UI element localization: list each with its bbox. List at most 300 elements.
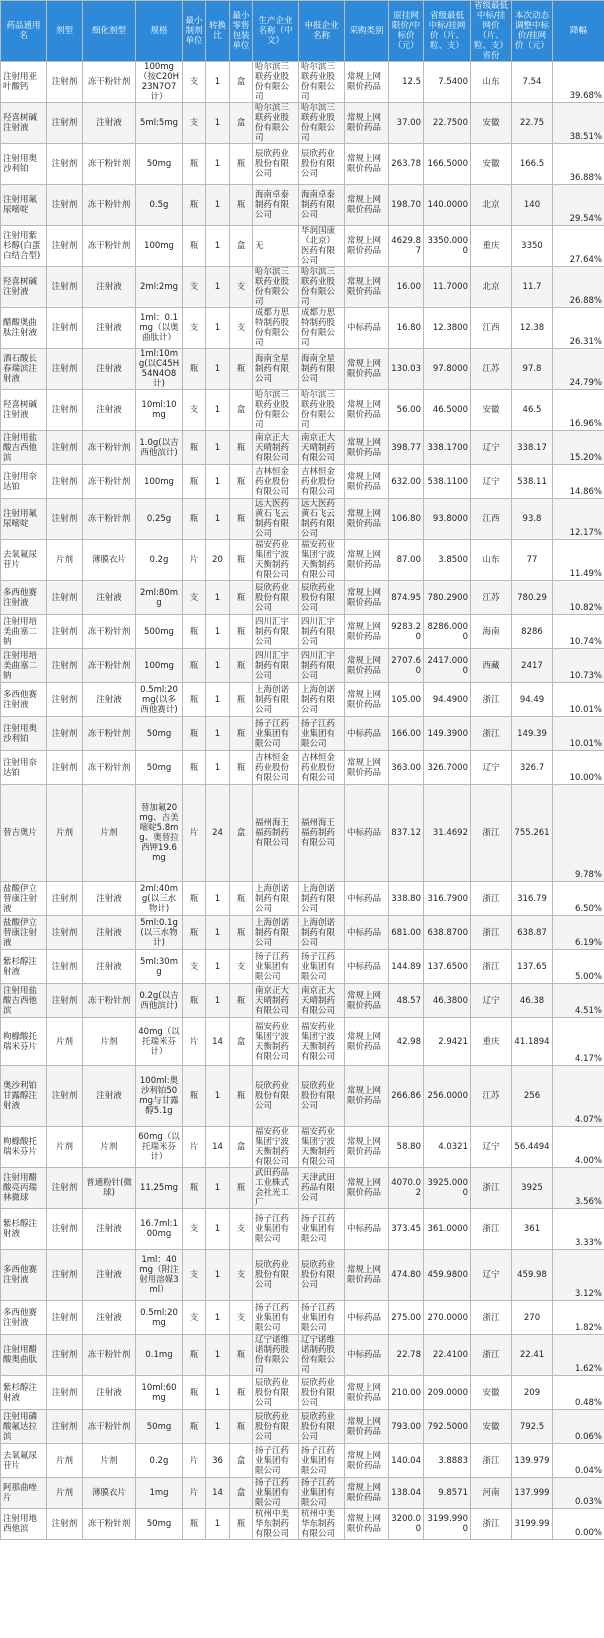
- purchase-category-cell: 常规上网限价药品: [345, 683, 389, 717]
- drop-rate-cell: 9.78%: [553, 785, 604, 882]
- manufacturer-cell: 福安药业集团宁波天衡制药有限公司: [253, 540, 299, 581]
- table-row: [1, 950, 604, 984]
- drug-name-cell: 注射用奈达铂: [1, 465, 47, 499]
- table-row: [1, 308, 604, 349]
- table-row: [1, 465, 604, 499]
- package-unit-cell: 瓶: [230, 984, 253, 1018]
- province-cell: 安徽: [471, 103, 512, 144]
- manufacturer-cell: 福安药业集团宁波天衡制药有限公司: [253, 1018, 299, 1066]
- provincial-min-price-cell: 338.1700: [424, 431, 471, 465]
- specification-cell: 0.25g: [136, 499, 183, 540]
- original-price-cell: 363.00: [389, 751, 424, 785]
- manufacturer-cell: 海南卓泰制药有限公司: [253, 185, 299, 226]
- new-price-cell: 46.5: [512, 390, 553, 431]
- conversion-ratio-cell: 1: [206, 349, 230, 390]
- original-price-cell: 16.00: [389, 267, 424, 308]
- purchase-category-cell: 中标药品: [345, 882, 389, 916]
- specification-cell: 100mg（按C20H23N7O7计）: [136, 62, 183, 103]
- drop-rate-cell: 1.82%: [553, 1301, 604, 1335]
- original-price-cell: 632.00: [389, 465, 424, 499]
- dosage-form-cell: 注射剂: [47, 1335, 83, 1376]
- purchase-category-cell: 常规上网限价药品: [345, 1250, 389, 1301]
- original-price-cell: 474.80: [389, 1250, 424, 1301]
- table-row: [1, 226, 604, 267]
- specification-cell: 2ml:2mg: [136, 267, 183, 308]
- dosage-form-detail-cell: 冻干粉针剂: [83, 431, 136, 465]
- provincial-min-price-cell: 149.3900: [424, 717, 471, 751]
- package-unit-cell: 瓶: [230, 649, 253, 683]
- table-row: [1, 1478, 604, 1509]
- min-unit-cell: 片: [183, 785, 206, 882]
- drug-name-cell: 阿那曲唑片: [1, 1478, 47, 1509]
- drug-name-cell: 去氧氟尿苷片: [1, 540, 47, 581]
- new-price-cell: 3199.99: [512, 1509, 553, 1540]
- manufacturer-cell: 武田药品工业株式会社光工厂: [253, 1168, 299, 1209]
- purchase-category-cell: 常规上网限价药品: [345, 984, 389, 1018]
- specification-cell: 100mg: [136, 226, 183, 267]
- purchase-category-cell: 常规上网限价药品: [345, 649, 389, 683]
- provincial-min-price-cell: 4.0321: [424, 1127, 471, 1168]
- min-unit-cell: 瓶: [183, 185, 206, 226]
- table-row: [1, 349, 604, 390]
- province-cell: 浙江: [471, 717, 512, 751]
- provincial-min-price-cell: 97.8000: [424, 349, 471, 390]
- purchase-category-cell: 中标药品: [345, 1335, 389, 1376]
- provincial-min-price-cell: 9.8571: [424, 1478, 471, 1509]
- applicant-cell: 南京正大天晴制药有限公司: [299, 431, 345, 465]
- dosage-form-detail-cell: 注射液: [83, 103, 136, 144]
- min-unit-cell: 瓶: [183, 751, 206, 785]
- package-unit-cell: 瓶: [230, 540, 253, 581]
- conversion-ratio-cell: 1: [206, 1509, 230, 1540]
- original-price-cell: 266.86: [389, 1066, 424, 1127]
- applicant-cell: 远大医药黄石飞云制药有限公司: [299, 499, 345, 540]
- table-row: [1, 984, 604, 1018]
- drop-rate-cell: 38.51%: [553, 103, 604, 144]
- province-cell: 浙江: [471, 683, 512, 717]
- original-price-cell: 56.00: [389, 390, 424, 431]
- package-unit-cell: 瓶: [230, 1376, 253, 1410]
- min-unit-cell: 瓶: [183, 1168, 206, 1209]
- drop-rate-cell: 10.74%: [553, 615, 604, 649]
- province-cell: 江苏: [471, 1066, 512, 1127]
- dosage-form-detail-cell: 薄膜衣片: [83, 1478, 136, 1509]
- min-unit-cell: 瓶: [183, 683, 206, 717]
- package-unit-cell: 瓶: [230, 1410, 253, 1444]
- package-unit-cell: 支: [230, 1209, 253, 1250]
- conversion-ratio-cell: 1: [206, 1066, 230, 1127]
- min-unit-cell: 瓶: [183, 984, 206, 1018]
- new-price-cell: 256: [512, 1066, 553, 1127]
- manufacturer-cell: 扬子江药业集团有限公司: [253, 1301, 299, 1335]
- min-unit-cell: 片: [183, 1478, 206, 1509]
- dosage-form-detail-cell: 注射液: [83, 581, 136, 615]
- specification-cell: 100mg: [136, 465, 183, 499]
- province-cell: 辽宁: [471, 1250, 512, 1301]
- original-price-cell: 37.00: [389, 103, 424, 144]
- min-unit-cell: 瓶: [183, 916, 206, 950]
- table-row: [1, 717, 604, 751]
- applicant-cell: 辽宁诺维诺制药股份有限公司: [299, 1335, 345, 1376]
- applicant-cell: 杭州中美华东制药有限公司: [299, 1509, 345, 1540]
- table-row: [1, 1410, 604, 1444]
- drop-rate-cell: 15.20%: [553, 431, 604, 465]
- dosage-form-cell: 注射剂: [47, 62, 83, 103]
- applicant-cell: 辰欣药业股份有限公司: [299, 1410, 345, 1444]
- province-cell: 北京: [471, 267, 512, 308]
- package-unit-cell: 瓶: [230, 185, 253, 226]
- dosage-form-detail-cell: 冻干粉针剂: [83, 615, 136, 649]
- dosage-form-detail-cell: 冻干粉针剂: [83, 185, 136, 226]
- purchase-category-cell: 常规上网限价药品: [345, 431, 389, 465]
- province-cell: 浙江: [471, 1335, 512, 1376]
- dosage-form-cell: 片剂: [47, 540, 83, 581]
- original-price-cell: 106.80: [389, 499, 424, 540]
- new-price-cell: 137.999: [512, 1478, 553, 1509]
- min-unit-cell: 片: [183, 1444, 206, 1478]
- new-price-cell: 7.54: [512, 62, 553, 103]
- dosage-form-detail-cell: 注射液: [83, 390, 136, 431]
- provincial-min-price-cell: 316.7900: [424, 882, 471, 916]
- table-row: [1, 1018, 604, 1066]
- drop-rate-cell: 39.68%: [553, 62, 604, 103]
- table-row: [1, 431, 604, 465]
- applicant-cell: 扬子江药业集团有限公司: [299, 1478, 345, 1509]
- applicant-cell: 上海创诺制药有限公司: [299, 683, 345, 717]
- min-unit-cell: 支: [183, 390, 206, 431]
- purchase-category-cell: 中标药品: [345, 1301, 389, 1335]
- dosage-form-detail-cell: 冻干粉针剂: [83, 1335, 136, 1376]
- package-unit-cell: 瓶: [230, 1168, 253, 1209]
- drug-name-cell: 多西他赛注射液: [1, 581, 47, 615]
- original-price-cell: 48.57: [389, 984, 424, 1018]
- province-cell: 辽宁: [471, 465, 512, 499]
- table-row: [1, 499, 604, 540]
- specification-cell: 50mg: [136, 1410, 183, 1444]
- dosage-form-cell: 注射剂: [47, 1301, 83, 1335]
- provincial-min-price-cell: 8286.0000: [424, 615, 471, 649]
- provincial-min-price-cell: 11.7000: [424, 267, 471, 308]
- manufacturer-cell: 海南全星制药有限公司: [253, 349, 299, 390]
- dosage-form-cell: 注射剂: [47, 649, 83, 683]
- specification-cell: 50mg: [136, 717, 183, 751]
- provincial-min-price-cell: 270.0000: [424, 1301, 471, 1335]
- new-price-cell: 11.7: [512, 267, 553, 308]
- conversion-ratio-cell: 1: [206, 649, 230, 683]
- province-cell: 辽宁: [471, 1127, 512, 1168]
- package-unit-cell: 盒: [230, 1018, 253, 1066]
- table-row: [1, 185, 604, 226]
- dosage-form-cell: 注射剂: [47, 882, 83, 916]
- conversion-ratio-cell: 1: [206, 615, 230, 649]
- province-cell: 浙江: [471, 1168, 512, 1209]
- drug-name-cell: 紫杉醇注射液: [1, 1376, 47, 1410]
- column-header: 省级最低中标/挂网价（片、粒、支）省份: [471, 1, 512, 62]
- table-row: [1, 1209, 604, 1250]
- manufacturer-cell: 吉林恒金药业股份有限公司: [253, 465, 299, 499]
- provincial-min-price-cell: 22.7500: [424, 103, 471, 144]
- original-price-cell: 338.80: [389, 882, 424, 916]
- drug-name-cell: 注射用氟尿嘧啶: [1, 185, 47, 226]
- dosage-form-cell: 片剂: [47, 1127, 83, 1168]
- original-price-cell: 275.00: [389, 1301, 424, 1335]
- province-cell: 辽宁: [471, 984, 512, 1018]
- drop-rate-cell: 4.00%: [553, 1127, 604, 1168]
- dosage-form-cell: 注射剂: [47, 1376, 83, 1410]
- provincial-min-price-cell: 361.0000: [424, 1209, 471, 1250]
- province-cell: 浙江: [471, 1209, 512, 1250]
- dosage-form-cell: 注射剂: [47, 499, 83, 540]
- purchase-category-cell: 常规上网限价药品: [345, 751, 389, 785]
- applicant-cell: 福安药业集团宁波天衡制药有限公司: [299, 540, 345, 581]
- dosage-form-detail-cell: 注射液: [83, 950, 136, 984]
- min-unit-cell: 支: [183, 1301, 206, 1335]
- purchase-category-cell: 常规上网限价药品: [345, 499, 389, 540]
- specification-cell: 60mg（以托瑞米芬计）: [136, 1127, 183, 1168]
- provincial-min-price-cell: 3199.9900: [424, 1509, 471, 1540]
- conversion-ratio-cell: 1: [206, 1250, 230, 1301]
- provincial-min-price-cell: 638.8700: [424, 916, 471, 950]
- min-unit-cell: 瓶: [183, 349, 206, 390]
- province-cell: 江苏: [471, 349, 512, 390]
- dosage-form-detail-cell: 注射液: [83, 308, 136, 349]
- drug-name-cell: 注射用氟尿嘧啶: [1, 499, 47, 540]
- min-unit-cell: 支: [183, 308, 206, 349]
- provincial-min-price-cell: 46.3800: [424, 984, 471, 1018]
- min-unit-cell: 支: [183, 1250, 206, 1301]
- drop-rate-cell: 4.07%: [553, 1066, 604, 1127]
- min-unit-cell: 瓶: [183, 1335, 206, 1376]
- table-row: [1, 785, 604, 882]
- purchase-category-cell: 常规上网限价药品: [345, 349, 389, 390]
- conversion-ratio-cell: 14: [206, 1018, 230, 1066]
- column-header: 药品通用名: [1, 1, 47, 62]
- dosage-form-cell: 注射剂: [47, 267, 83, 308]
- manufacturer-cell: 上海创诺制药有限公司: [253, 882, 299, 916]
- provincial-min-price-cell: 326.7000: [424, 751, 471, 785]
- table-row: [1, 649, 604, 683]
- drop-rate-cell: 6.19%: [553, 916, 604, 950]
- specification-cell: 0.5ml:20mg: [136, 1301, 183, 1335]
- package-unit-cell: 瓶: [230, 615, 253, 649]
- package-unit-cell: 盒: [230, 390, 253, 431]
- manufacturer-cell: 哈尔滨三联药业股份有限公司: [253, 390, 299, 431]
- dosage-form-cell: 注射剂: [47, 1250, 83, 1301]
- original-price-cell: 22.78: [389, 1335, 424, 1376]
- dosage-form-detail-cell: 冻干粉针剂: [83, 226, 136, 267]
- dosage-form-cell: 注射剂: [47, 950, 83, 984]
- package-unit-cell: 瓶: [230, 882, 253, 916]
- drop-rate-cell: 0.03%: [553, 1478, 604, 1509]
- dosage-form-detail-cell: 片剂: [83, 785, 136, 882]
- purchase-category-cell: 常规上网限价药品: [345, 540, 389, 581]
- min-unit-cell: 支: [183, 103, 206, 144]
- province-cell: 山东: [471, 540, 512, 581]
- province-cell: 浙江: [471, 1301, 512, 1335]
- manufacturer-cell: 扬子江药业集团有限公司: [253, 1209, 299, 1250]
- applicant-cell: 辰欣药业股份有限公司: [299, 1250, 345, 1301]
- table-row: [1, 751, 604, 785]
- original-price-cell: 681.00: [389, 916, 424, 950]
- provincial-min-price-cell: 3925.0000: [424, 1168, 471, 1209]
- provincial-min-price-cell: 3350.0000: [424, 226, 471, 267]
- original-price-cell: 138.04: [389, 1478, 424, 1509]
- dosage-form-detail-cell: 冻干粉针剂: [83, 717, 136, 751]
- drug-name-cell: 注射用培美曲塞二钠: [1, 649, 47, 683]
- provincial-min-price-cell: 46.5000: [424, 390, 471, 431]
- table-row: [1, 144, 604, 185]
- conversion-ratio-cell: 1: [206, 62, 230, 103]
- new-price-cell: 41.1894: [512, 1018, 553, 1066]
- province-cell: 海南: [471, 615, 512, 649]
- original-price-cell: 4629.87: [389, 226, 424, 267]
- new-price-cell: 22.75: [512, 103, 553, 144]
- manufacturer-cell: 吉林恒金药业股份有限公司: [253, 751, 299, 785]
- purchase-category-cell: 常规上网限价药品: [345, 185, 389, 226]
- dosage-form-cell: 注射剂: [47, 581, 83, 615]
- package-unit-cell: 瓶: [230, 751, 253, 785]
- dosage-form-cell: 片剂: [47, 785, 83, 882]
- applicant-cell: 海南卓泰制药有限公司: [299, 185, 345, 226]
- specification-cell: 0.1mg: [136, 1335, 183, 1376]
- new-price-cell: 459.98: [512, 1250, 553, 1301]
- drop-rate-cell: 6.50%: [553, 882, 604, 916]
- drop-rate-cell: 11.49%: [553, 540, 604, 581]
- purchase-category-cell: 中标药品: [345, 785, 389, 882]
- applicant-cell: 四川汇宇制药有限公司: [299, 649, 345, 683]
- manufacturer-cell: 辰欣药业股份有限公司: [253, 1066, 299, 1127]
- manufacturer-cell: 哈尔滨三联药业股份有限公司: [253, 103, 299, 144]
- column-header: 采购类别: [345, 1, 389, 62]
- conversion-ratio-cell: 1: [206, 185, 230, 226]
- min-unit-cell: 瓶: [183, 1376, 206, 1410]
- new-price-cell: 93.8: [512, 499, 553, 540]
- purchase-category-cell: 常规上网限价药品: [345, 1444, 389, 1478]
- original-price-cell: 874.95: [389, 581, 424, 615]
- applicant-cell: 扬子江药业集团有限公司: [299, 950, 345, 984]
- drug-name-cell: 注射用培美曲塞二钠: [1, 615, 47, 649]
- province-cell: 江西: [471, 308, 512, 349]
- dosage-form-cell: 注射剂: [47, 984, 83, 1018]
- drug-name-cell: 注射用亚叶酸钙: [1, 62, 47, 103]
- package-unit-cell: 瓶: [230, 916, 253, 950]
- manufacturer-cell: 杭州中美华东制药有限公司: [253, 1509, 299, 1540]
- new-price-cell: 137.65: [512, 950, 553, 984]
- drug-name-cell: 紫杉醇注射液: [1, 950, 47, 984]
- min-unit-cell: 瓶: [183, 615, 206, 649]
- min-unit-cell: 瓶: [183, 499, 206, 540]
- applicant-cell: 辰欣药业股份有限公司: [299, 1376, 345, 1410]
- purchase-category-cell: 常规上网限价药品: [345, 581, 389, 615]
- min-unit-cell: 片: [183, 540, 206, 581]
- specification-cell: 100mg: [136, 649, 183, 683]
- conversion-ratio-cell: 1: [206, 226, 230, 267]
- specification-cell: 0.5g: [136, 185, 183, 226]
- table-row: [1, 1250, 604, 1301]
- specification-cell: 2ml:80mg: [136, 581, 183, 615]
- min-unit-cell: 支: [183, 581, 206, 615]
- specification-cell: 1ml:10mg(以C45H54N4O8计): [136, 349, 183, 390]
- drop-rate-cell: 26.88%: [553, 267, 604, 308]
- table-row: [1, 1066, 604, 1127]
- specification-cell: 10ml:60mg: [136, 1376, 183, 1410]
- original-price-cell: 42.98: [389, 1018, 424, 1066]
- manufacturer-cell: 哈尔滨三联药业股份有限公司: [253, 62, 299, 103]
- new-price-cell: 8286: [512, 615, 553, 649]
- specification-cell: 1ml：40mg（附注射用溶媒3ml）: [136, 1250, 183, 1301]
- conversion-ratio-cell: 1: [206, 683, 230, 717]
- package-unit-cell: 瓶: [230, 349, 253, 390]
- conversion-ratio-cell: 1: [206, 1376, 230, 1410]
- dosage-form-detail-cell: 注射液: [83, 1301, 136, 1335]
- specification-cell: 50mg: [136, 751, 183, 785]
- new-price-cell: 361: [512, 1209, 553, 1250]
- drug-name-cell: 枸橼酸托瑞米芬片: [1, 1127, 47, 1168]
- original-price-cell: 793.00: [389, 1410, 424, 1444]
- provincial-min-price-cell: 12.3800: [424, 308, 471, 349]
- purchase-category-cell: 常规上网限价药品: [345, 1478, 389, 1509]
- package-unit-cell: 盒: [230, 226, 253, 267]
- new-price-cell: 166.5: [512, 144, 553, 185]
- table-row: [1, 916, 604, 950]
- original-price-cell: 4070.02: [389, 1168, 424, 1209]
- column-header: 生产企业名称（中文）: [253, 1, 299, 62]
- province-cell: 浙江: [471, 785, 512, 882]
- min-unit-cell: 瓶: [183, 431, 206, 465]
- new-price-cell: 792.5: [512, 1410, 553, 1444]
- purchase-category-cell: 中标药品: [345, 1209, 389, 1250]
- purchase-category-cell: 常规上网限价药品: [345, 226, 389, 267]
- original-price-cell: 166.00: [389, 717, 424, 751]
- applicant-cell: 南京正大天晴制药有限公司: [299, 984, 345, 1018]
- new-price-cell: 2417: [512, 649, 553, 683]
- manufacturer-cell: 福安药业集团宁波天衡制药有限公司: [253, 1127, 299, 1168]
- provincial-min-price-cell: 780.2900: [424, 581, 471, 615]
- manufacturer-cell: 辽宁诺维诺制药股份有限公司: [253, 1335, 299, 1376]
- manufacturer-cell: 辰欣药业股份有限公司: [253, 581, 299, 615]
- dosage-form-cell: 片剂: [47, 1018, 83, 1066]
- manufacturer-cell: 辰欣药业股份有限公司: [253, 1376, 299, 1410]
- manufacturer-cell: 上海创诺制药有限公司: [253, 683, 299, 717]
- min-unit-cell: 瓶: [183, 1066, 206, 1127]
- applicant-cell: 扬子江药业集团有限公司: [299, 1301, 345, 1335]
- table-row: [1, 62, 604, 103]
- purchase-category-cell: 常规上网限价药品: [345, 390, 389, 431]
- column-header: 原挂网限价/中标价（元）: [389, 1, 424, 62]
- package-unit-cell: 支: [230, 1301, 253, 1335]
- dosage-form-cell: 注射剂: [47, 349, 83, 390]
- provincial-min-price-cell: 538.1100: [424, 465, 471, 499]
- applicant-cell: 辰欣药业股份有限公司: [299, 1066, 345, 1127]
- package-unit-cell: 瓶: [230, 1066, 253, 1127]
- province-cell: 安徽: [471, 144, 512, 185]
- manufacturer-cell: 远大医药黄石飞云制药有限公司: [253, 499, 299, 540]
- applicant-cell: 哈尔滨三联药业股份有限公司: [299, 103, 345, 144]
- new-price-cell: 46.38: [512, 984, 553, 1018]
- specification-cell: 40mg（以托瑞米芬计）: [136, 1018, 183, 1066]
- manufacturer-cell: 哈尔滨三联药业股份有限公司: [253, 267, 299, 308]
- original-price-cell: 140.04: [389, 1444, 424, 1478]
- applicant-cell: 上海创诺制药有限公司: [299, 916, 345, 950]
- applicant-cell: 辰欣药业股份有限公司: [299, 581, 345, 615]
- column-header: 省级最低中标/挂网价（片、粒、支）: [424, 1, 471, 62]
- province-cell: 安徽: [471, 390, 512, 431]
- specification-cell: 2ml:40mg(以三水物计): [136, 882, 183, 916]
- original-price-cell: 144.89: [389, 950, 424, 984]
- package-unit-cell: 盒: [230, 1127, 253, 1168]
- manufacturer-cell: 无: [253, 226, 299, 267]
- dosage-form-detail-cell: 冻干粉针剂: [83, 649, 136, 683]
